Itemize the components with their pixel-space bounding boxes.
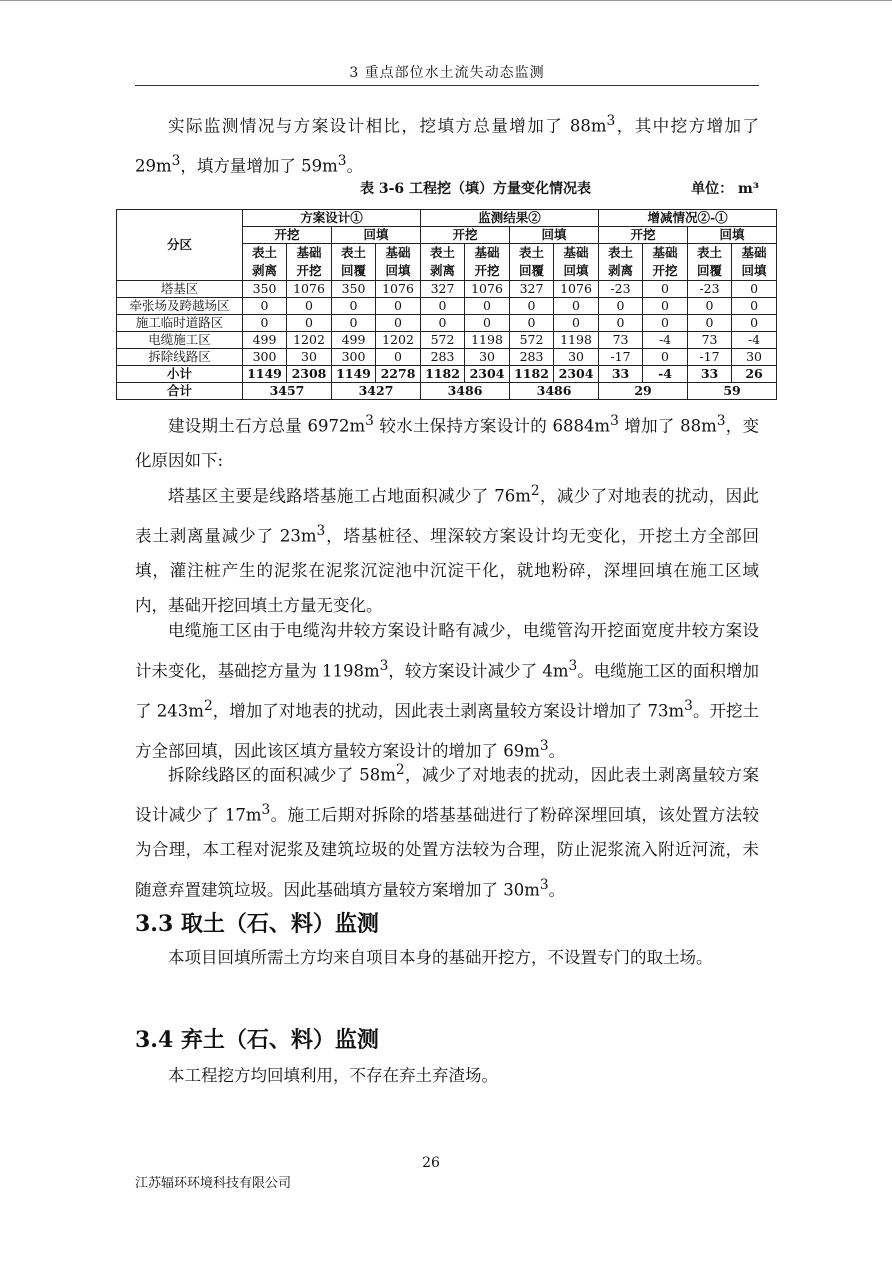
subgroup-header: 回填 bbox=[510, 227, 599, 244]
table-cell: 73 bbox=[688, 332, 732, 349]
subgroup-header: 开挖 bbox=[599, 227, 688, 244]
table-cell: -23 bbox=[688, 281, 732, 298]
table-cell: 1076 bbox=[554, 281, 599, 298]
leaf-header bbox=[732, 244, 777, 281]
table-cell: -23 bbox=[599, 281, 643, 298]
section-paragraph: 本工程挖方均回填利用，不存在弃土弃渣场。 bbox=[168, 1066, 498, 1085]
table-cell: 0 bbox=[376, 349, 421, 366]
table-row bbox=[117, 366, 777, 383]
table-cell: 0 bbox=[465, 298, 510, 315]
table-cell: 2278 bbox=[376, 366, 421, 383]
body-paragraph: 建设期土石方总量 $6972m^3$ 较水土保持方案设计的 $6884m^3$ 增加了 $88m^3$，变化原因如下: bbox=[135, 413, 760, 471]
leaf-header-line: 表土 bbox=[251, 245, 277, 260]
table-cell: 499 bbox=[243, 332, 287, 349]
footer-company: 江苏辐环环境科技有限公司 bbox=[135, 1176, 292, 1191]
table-row bbox=[117, 281, 777, 298]
table-cell: 3427 bbox=[332, 383, 421, 400]
leaf-header-line: 表土 bbox=[608, 245, 634, 260]
table-cell: 0 bbox=[643, 281, 688, 298]
body-paragraph: 电缆施工区由于电缆沟井较方案设计略有减少，电缆管沟开挖面宽度井较方案设计未变化，基础挖方量为 $1198m^3$，较方案设计减少了 $4m^3$。电缆施工区的面积增加了 $243m^2$，增加了对地表的扰动，因此表土剥离量较方案设计增加了 $73m^3$。开挖土方全部回填，因此该区填方量较方案设计的增加了 $69m^3$。 bbox=[135, 621, 760, 761]
table-cell: 0 bbox=[732, 315, 777, 332]
leaf-header-line: 表土 bbox=[340, 245, 366, 260]
group-header: 方案设计① bbox=[243, 210, 421, 227]
intro-paragraph: 实际监测情况与方案设计相比，挖填方总量增加了 $88m^3$，其中挖方增加了 $29m^3$，填方量增加了 $59m^3$。 bbox=[135, 113, 760, 176]
leaf-header bbox=[643, 244, 688, 281]
table-cell: 2308 bbox=[287, 366, 332, 383]
table-cell: 0 bbox=[376, 298, 421, 315]
table-cell: 327 bbox=[421, 281, 465, 298]
leaf-header-line: 基础 bbox=[474, 245, 500, 260]
leaf-header-line: 剥离 bbox=[251, 263, 277, 278]
table-cell: 0 bbox=[510, 298, 554, 315]
table-cell: 1182 bbox=[510, 366, 554, 383]
row-label: 牵张场及跨越场区 bbox=[117, 298, 243, 315]
leaf-header-line: 回填 bbox=[563, 263, 589, 278]
subgroup-header: 开挖 bbox=[421, 227, 510, 244]
table-cell: 0 bbox=[643, 315, 688, 332]
leaf-header-line: 开挖 bbox=[652, 263, 678, 278]
table-cell: 300 bbox=[332, 349, 376, 366]
table-cell: 3486 bbox=[510, 383, 599, 400]
table-cell: 1076 bbox=[465, 281, 510, 298]
row-label: 合计 bbox=[117, 383, 243, 400]
table-cell: 1076 bbox=[287, 281, 332, 298]
table-cell: 2304 bbox=[465, 366, 510, 383]
partition-header: 分区 bbox=[117, 210, 243, 281]
leaf-header-line: 基础 bbox=[385, 245, 411, 260]
table-cell: 350 bbox=[332, 281, 376, 298]
leaf-header-line: 表土 bbox=[430, 245, 456, 260]
table-cell: 1182 bbox=[421, 366, 465, 383]
table-cell: 30 bbox=[554, 349, 599, 366]
table-row bbox=[117, 298, 777, 315]
table-cell: 0 bbox=[643, 298, 688, 315]
table-cell: 1198 bbox=[554, 332, 599, 349]
table-cell: 73 bbox=[599, 332, 643, 349]
section-heading: 3.4 弃土（石、料）监测 bbox=[135, 1027, 379, 1053]
leaf-header-line: 基础 bbox=[296, 245, 322, 260]
row-label: 施工临时道路区 bbox=[117, 315, 243, 332]
table-cell: 327 bbox=[510, 281, 554, 298]
table-cell: 0 bbox=[732, 281, 777, 298]
table-cell: 0 bbox=[510, 315, 554, 332]
table-cell: 1149 bbox=[332, 366, 376, 383]
table-cell: 30 bbox=[732, 349, 777, 366]
table-cell: -17 bbox=[599, 349, 643, 366]
table-cell: 300 bbox=[243, 349, 287, 366]
table-cell: 0 bbox=[688, 315, 732, 332]
table-cell: 0 bbox=[643, 349, 688, 366]
table-cell: 0 bbox=[688, 298, 732, 315]
leaf-header bbox=[599, 244, 643, 281]
table-cell: 1202 bbox=[287, 332, 332, 349]
leaf-header bbox=[465, 244, 510, 281]
section-heading: 3.3 取土（石、料）监测 bbox=[135, 911, 379, 937]
leaf-header-line: 表土 bbox=[697, 245, 723, 260]
table-cell: 572 bbox=[510, 332, 554, 349]
table-cell: 0 bbox=[243, 315, 287, 332]
table-cell: 0 bbox=[599, 298, 643, 315]
table-cell: 0 bbox=[421, 298, 465, 315]
group-header: 监测结果② bbox=[421, 210, 599, 227]
header-rule bbox=[135, 85, 759, 86]
table-cell: 0 bbox=[243, 298, 287, 315]
leaf-header-line: 剥离 bbox=[430, 263, 456, 278]
leaf-header-line: 基础 bbox=[563, 245, 589, 260]
body-paragraph: 塔基区主要是线路塔基施工占地面积减少了 $76m^2$，减少了对地表的扰动，因此表土剥离量减少了 $23m^3$，塔基桩径、埋深较方案设计均无变化，开挖土方全部回填，灌注桩产生的泥浆在泥浆沉淀池中沉淀干化，就地粉碎，深埋回填在施工区域内，基础开挖回填土方量无变化。 bbox=[135, 483, 760, 615]
table-cell: 283 bbox=[510, 349, 554, 366]
table-cell: -4 bbox=[732, 332, 777, 349]
leaf-header bbox=[332, 244, 376, 281]
table-cell: 30 bbox=[465, 349, 510, 366]
table-cell: 0 bbox=[287, 298, 332, 315]
leaf-header bbox=[554, 244, 599, 281]
leaf-header-line: 剥离 bbox=[608, 263, 634, 278]
table-cell: 0 bbox=[554, 298, 599, 315]
page-number: 26 bbox=[422, 1155, 440, 1171]
leaf-header-line: 开挖 bbox=[474, 263, 500, 278]
leaf-header-line: 开挖 bbox=[296, 263, 322, 278]
body-paragraph: 拆除线路区的面积减少了 $58m^2$，减少了对地表的扰动，因此表土剥离量较方案设计减少了 $17m^3$。施工后期对拆除的塔基基础进行了粉碎深埋回填，该处置方法较为合理，本工程对泥浆及建筑垃圾的处置方法较为合理，防止泥浆流入附近河流，未随意弃置建筑垃圾。因此基础填方量较方案增加了 $30m^3$。 bbox=[135, 762, 760, 900]
table-cell: 0 bbox=[332, 315, 376, 332]
table-cell: 1076 bbox=[376, 281, 421, 298]
table-cell: -4 bbox=[643, 366, 688, 383]
table-cell: 33 bbox=[599, 366, 643, 383]
table-cell: 0 bbox=[376, 315, 421, 332]
table-cell: 499 bbox=[332, 332, 376, 349]
row-label: 电缆施工区 bbox=[117, 332, 243, 349]
leaf-header-line: 回填 bbox=[385, 263, 411, 278]
table-cell: 0 bbox=[554, 315, 599, 332]
leaf-header-line: 基础 bbox=[652, 245, 678, 260]
group-header: 增减情况②-① bbox=[599, 210, 777, 227]
leaf-header bbox=[510, 244, 554, 281]
table-cell: 572 bbox=[421, 332, 465, 349]
leaf-header-line: 基础 bbox=[741, 245, 767, 260]
table-cell: 29 bbox=[599, 383, 688, 400]
leaf-header bbox=[688, 244, 732, 281]
leaf-header-line: 表土 bbox=[519, 245, 545, 260]
table-cell: 3486 bbox=[421, 383, 510, 400]
table-cell: 33 bbox=[688, 366, 732, 383]
subgroup-header: 回填 bbox=[332, 227, 421, 244]
section-paragraph: 本项目回填所需土方均来自项目本身的基础开挖方，不设置专门的取土场。 bbox=[168, 948, 713, 967]
row-label: 小计 bbox=[117, 366, 243, 383]
table-cell: 30 bbox=[287, 349, 332, 366]
row-label: 塔基区 bbox=[117, 281, 243, 298]
leaf-header bbox=[421, 244, 465, 281]
subgroup-header: 开挖 bbox=[243, 227, 332, 244]
leaf-header-line: 回填 bbox=[741, 263, 767, 278]
top-border bbox=[0, 0, 892, 1]
table-cell: 0 bbox=[465, 315, 510, 332]
table-cell: 1202 bbox=[376, 332, 421, 349]
row-label: 拆除线路区 bbox=[117, 349, 243, 366]
table-cell: 59 bbox=[688, 383, 777, 400]
table-cell: 2304 bbox=[554, 366, 599, 383]
table-row bbox=[117, 315, 777, 332]
table-cell: 3457 bbox=[243, 383, 332, 400]
running-header: 3 重点部位水土流失动态监测 bbox=[349, 65, 545, 81]
table-cell: -17 bbox=[688, 349, 732, 366]
table-cell: 350 bbox=[243, 281, 287, 298]
leaf-header bbox=[287, 244, 332, 281]
table-cell: 0 bbox=[421, 315, 465, 332]
table-cell: 0 bbox=[732, 298, 777, 315]
table-body bbox=[117, 281, 777, 400]
table-caption bbox=[135, 178, 759, 200]
table-cell: 1198 bbox=[465, 332, 510, 349]
table-cell: 0 bbox=[599, 315, 643, 332]
table-unit: 单位： m³ bbox=[691, 181, 759, 197]
table-cell: 1149 bbox=[243, 366, 287, 383]
leaf-header bbox=[376, 244, 421, 281]
table-row bbox=[117, 349, 777, 366]
table-cell: -4 bbox=[643, 332, 688, 349]
table-cell: 283 bbox=[421, 349, 465, 366]
table-title: 表 3-6 工程挖（填）方量变化情况表 bbox=[360, 181, 592, 197]
table-row bbox=[117, 332, 777, 349]
group-header-row bbox=[117, 210, 777, 227]
leaf-header-line: 回覆 bbox=[340, 263, 366, 278]
table-cell: 26 bbox=[732, 366, 777, 383]
subgroup-header: 回填 bbox=[688, 227, 777, 244]
table-cell: 0 bbox=[332, 298, 376, 315]
leaf-header bbox=[243, 244, 287, 281]
table-cell: 0 bbox=[287, 315, 332, 332]
leaf-header-line: 回覆 bbox=[519, 263, 545, 278]
table-head bbox=[117, 210, 777, 281]
total-row bbox=[117, 383, 777, 400]
leaf-header-line: 回覆 bbox=[697, 263, 723, 278]
earthwork-table bbox=[116, 209, 777, 400]
